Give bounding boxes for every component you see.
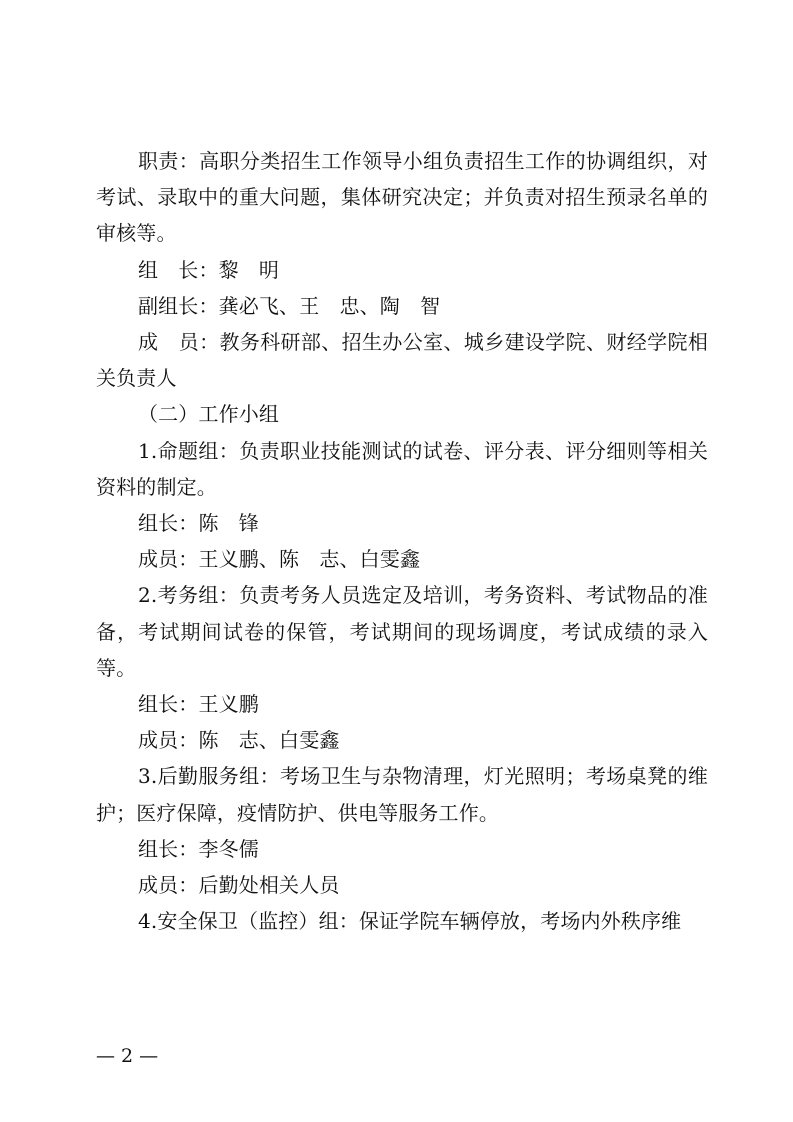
paragraph-logistics-group: 3.后勤服务组：考场卫生与杂物清理，灯光照明；考场桌凳的维护；医疗保障，疫情防护、供电等服务工作。 bbox=[96, 764, 708, 825]
document-body bbox=[96, 143, 708, 939]
page-number: — 2 — bbox=[96, 1045, 159, 1067]
paragraph-responsibilities: 职责：高职分类招生工作领导小组负责招生工作的协调组织，对考试、录取中的重大问题，集体研究决定；并负责对招生预录名单的审核等。 bbox=[96, 149, 708, 246]
paragraph-exam-affairs-leader: 组长：王义鹏 bbox=[138, 692, 259, 717]
paragraph-members: 成 员：教务科研部、招生办公室、城乡建设学院、财经学院相关负责人 bbox=[96, 330, 708, 391]
paragraph-exam-affairs-group: 2.考务组：负责考务人员选定及培训，考务资料、考试物品的准备，考试期间试卷的保管，考试期间的现场调度，考试成绩的录入等。 bbox=[96, 583, 708, 680]
paragraph-proposition-group: 1.命题组：负责职业技能测试的试卷、评分表、评分细则等相关资料的制定。 bbox=[96, 438, 708, 499]
paragraph-security-group: 4.安全保卫（监控）组：保证学院车辆停放，考场内外秩序维 bbox=[138, 909, 682, 934]
paragraph-logistics-leader: 组长：李冬儒 bbox=[138, 836, 259, 861]
paragraph-leader: 组 长：黎 明 bbox=[138, 257, 280, 282]
paragraph-proposition-members: 成员：王义鹏、陈 志、白雯鑫 bbox=[138, 547, 421, 572]
section-heading-work-groups: （二）工作小组 bbox=[138, 402, 280, 427]
paragraph-proposition-leader: 组长：陈 锋 bbox=[138, 511, 259, 536]
paragraph-logistics-members: 成员：后勤处相关人员 bbox=[138, 873, 340, 898]
paragraph-exam-affairs-members: 成员：陈 志、白雯鑫 bbox=[138, 728, 340, 753]
paragraph-deputy-leaders: 副组长：龚必飞、王 忠、陶 智 bbox=[138, 293, 441, 318]
